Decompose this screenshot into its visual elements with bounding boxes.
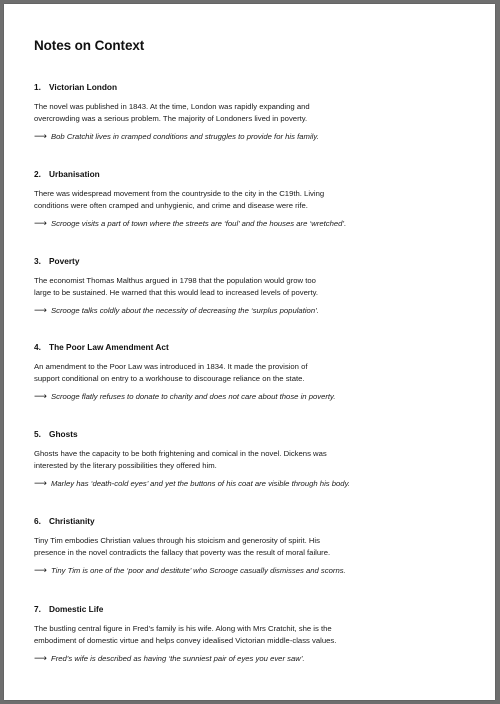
section-poverty (34, 256, 474, 315)
right-arrow-icon: ⟶ (34, 305, 47, 315)
body-line: The economist Thomas Malthus argued in 1798 that the population would grow too (34, 276, 316, 285)
section-number: 7. (34, 604, 41, 614)
note-text: Bob Cratchit lives in cramped conditions and struggles to provide for his family. (51, 132, 319, 141)
section-note (34, 479, 474, 488)
right-arrow-icon: ⟶ (34, 218, 47, 228)
section-note (34, 219, 474, 228)
section-title: Domestic Life (49, 604, 104, 614)
section-number: 1. (34, 82, 41, 92)
section-domestic-life (34, 604, 474, 663)
note-text: Marley has ‘death-cold eyes’ and yet the buttons of his coat are visible through his body. (51, 479, 350, 488)
document-page (4, 4, 495, 700)
body-line: An amendment to the Poor Law was introduced in 1834. It made the provision of (34, 362, 308, 371)
body-line: presence in the novel contradicts the fallacy that poverty was the result of moral failure. (34, 548, 331, 557)
section-title: Ghosts (49, 429, 78, 439)
body-line: Tiny Tim embodies Christian values through his stoicism and generosity of spirit. His (34, 536, 320, 545)
note-text: Scrooge flatly refuses to donate to charity and does not care about those in poverty. (51, 392, 336, 401)
body-line: The bustling central figure in Fred’s family is his wife. Along with Mrs Cratchit, she is the (34, 624, 332, 633)
body-line: There was widespread movement from the countryside to the city in the C19th. Living (34, 189, 325, 198)
section-number: 4. (34, 342, 41, 352)
note-text: Scrooge talks coldly about the necessity of decreasing the ‘surplus population’. (51, 306, 319, 315)
body-line: The novel was published in 1843. At the time, London was rapidly expanding and (34, 102, 310, 111)
section-ghosts (34, 429, 474, 488)
section-body (34, 188, 474, 212)
section-number: 3. (34, 256, 41, 266)
body-line: embodiment of domestic virtue and helps convey idealised Victorian middle-class values. (34, 636, 337, 645)
section-body (34, 535, 474, 559)
right-arrow-icon: ⟶ (34, 565, 47, 575)
section-heading (34, 429, 474, 439)
section-number: 6. (34, 516, 41, 526)
section-urbanisation (34, 169, 474, 228)
section-heading (34, 342, 474, 352)
body-line: interested by the literary possibilities they offered him. (34, 461, 217, 470)
section-title: Urbanisation (49, 169, 100, 179)
body-line: support conditional on entry to a workhouse to discourage reliance on the state. (34, 374, 305, 383)
section-note (34, 132, 474, 141)
section-note (34, 654, 474, 663)
section-title: The Poor Law Amendment Act (49, 342, 169, 352)
right-arrow-icon: ⟶ (34, 391, 47, 401)
section-body (34, 448, 474, 472)
section-heading (34, 604, 474, 614)
note-text: Tiny Tim is one of the ‘poor and destitute’ who Scrooge casually dismisses and scorns. (51, 566, 346, 575)
section-body (34, 361, 474, 385)
section-note (34, 392, 474, 401)
section-christianity (34, 516, 474, 575)
page-title: Notes on Context (34, 38, 145, 53)
section-body (34, 275, 474, 299)
section-number: 5. (34, 429, 41, 439)
note-text: Scrooge visits a part of town where the streets are ‘foul’ and the houses are ‘wretched’. (51, 219, 347, 228)
body-line: Ghosts have the capacity to be both frightening and comical in the novel. Dickens was (34, 449, 327, 458)
section-title: Victorian London (49, 82, 118, 92)
section-poor-law (34, 342, 474, 401)
section-note (34, 566, 474, 575)
section-note (34, 306, 474, 315)
note-text: Fred’s wife is described as having ‘the sunniest pair of eyes you ever saw’. (51, 654, 305, 663)
section-heading (34, 516, 474, 526)
section-body (34, 623, 474, 647)
section-number: 2. (34, 169, 41, 179)
section-title: Christianity (49, 516, 95, 526)
section-title: Poverty (49, 256, 80, 266)
body-line: conditions were often cramped and unhygienic, and crime and disease were rife. (34, 201, 308, 210)
body-line: overcrowding was a serious problem. The majority of Londoners lived in poverty. (34, 114, 308, 123)
section-body (34, 101, 474, 125)
section-heading (34, 82, 474, 92)
section-heading (34, 256, 474, 266)
right-arrow-icon: ⟶ (34, 478, 47, 488)
section-heading (34, 169, 474, 179)
body-line: large to be sustained. He warned that this would lead to increased levels of poverty. (34, 288, 319, 297)
section-victorian-london (34, 82, 474, 141)
right-arrow-icon: ⟶ (34, 131, 47, 141)
right-arrow-icon: ⟶ (34, 653, 47, 663)
